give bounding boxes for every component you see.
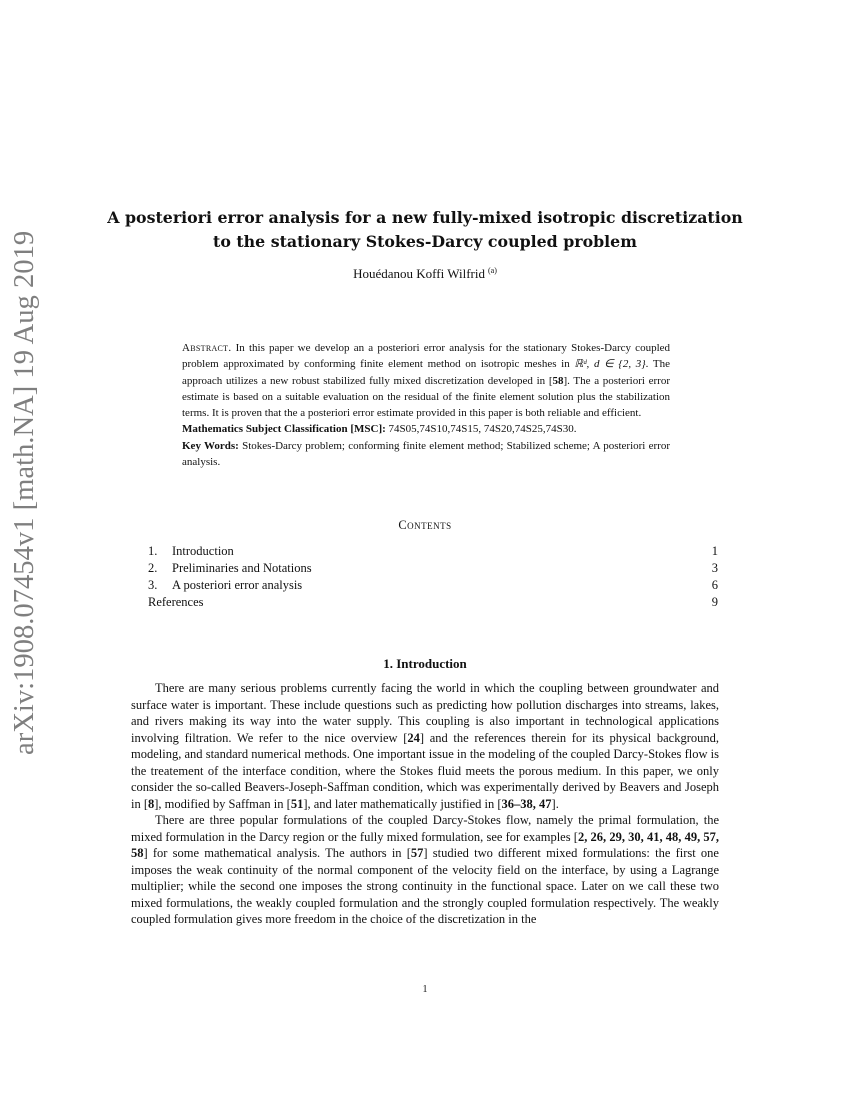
- msc-label: Mathematics Subject Classification [MSC]:: [182, 423, 386, 436]
- keywords-label: Key Words:: [182, 439, 239, 452]
- affiliation-mark: (a): [487, 266, 497, 275]
- section-heading: 1. Introduction: [383, 656, 467, 671]
- abstract-label: Abstract.: [182, 342, 232, 354]
- paragraph: There are many serious problems currently facing the world in which the coupling between groundwater and surface water is important. These include questions such as predicting how pollution discharges into streams, lakes, and rivers making its way into the water supply. This coupling is also important in technological applications involving filtration. We refer to the nice overview [24] and the references therein for its physical background, modeling, and standard numerical methods. One important issue in the modeling of the coupled Darcy-Stokes flow is the treatement of the interface condition, where the Stokes fluid meets the porous medium. In this paper, we only consider the so-called Beavers-Joseph-Saffman condition, which was experimentally derived by Beavers and Joseph in [8], modified by Saffman in [51], and later mathematically justified in [36–38, 47].: [131, 681, 719, 811]
- abstract-body: Abstract. In this paper we develop an a posteriori error analysis for the stationary Stokes-Darcy coupled problem approximated by conforming finite element method on isotropic meshes in ℝᵈ, d ∈ {2, 3}. The approach utilizes a new robust stabilized fully mixed discretization developed in [58]. The a posteriori error estimate is based on a suitable evaluation on the residual of the finite element solution plus the stabilization terms. It is proven that the a posteriori error estimate provided in this paper is both reliable and efficient.: [182, 342, 671, 420]
- toc-entry[interactable]: 2. Preliminaries and Notations 3: [148, 561, 718, 575]
- citation-link[interactable]: 57: [410, 846, 424, 860]
- author-name: Houédanou Koffi Wilfrid: [353, 266, 485, 281]
- citation-link[interactable]: 36–38, 47: [501, 796, 552, 811]
- paragraph: There are three popular formulations of the coupled Darcy-Stokes flow, namely the primal formulation, the mixed formulation in the Darcy region or the fully mixed formulation, see for examples [2, 26, 29, 30, 41, 48, 49, 57, 58] for some mathematical analysis. The authors in [57] studied two different mixed formulations: the first one imposes the weak continuity of the normal component of the velocity field on the interface, by using a Lagrange multiplier; while the second one imposes the strong continuity in the functional space. Later on we call these two mixed formulations, the weakly coupled formulation and the strongly coupled formulation respectively. The weakly coupled formulation gives more freedom in the choice of the discretization in the: [131, 813, 719, 926]
- citation-link[interactable]: 58: [552, 374, 564, 387]
- citation-link[interactable]: 51: [290, 796, 304, 811]
- toc-page: 1: [711, 544, 718, 558]
- title-line-2: to the stationary Stokes-Darcy coupled problem: [213, 232, 637, 251]
- page-number: 1: [422, 984, 428, 995]
- toc-page: 3: [711, 561, 718, 575]
- toc-entry[interactable]: References 9: [148, 595, 718, 609]
- toc-page: 9: [711, 595, 718, 609]
- msc-codes: 74S05,74S10,74S15, 74S20,74S25,74S30.: [388, 423, 577, 436]
- contents-heading: Contents: [398, 518, 452, 532]
- paper-title: [100, 206, 750, 254]
- toc-entry[interactable]: 3. A posteriori error analysis 6: [148, 578, 718, 592]
- arxiv-margin-stamp: arXiv:1908.07454v1 [math.NA] 19 Aug 2019: [9, 230, 40, 755]
- keywords: Stokes-Darcy problem; conforming finite element method; Stabilized scheme; A posteriori error analysis.: [182, 439, 671, 469]
- msc-line: [182, 421, 670, 437]
- abstract-math: ℝᵈ, d ∈ {2, 3}: [574, 358, 646, 371]
- citation-link[interactable]: 24: [407, 730, 420, 745]
- author-line: [0, 262, 850, 283]
- citation-link[interactable]: 8: [148, 796, 155, 811]
- title-line-1: A posteriori error analysis for a new fully-mixed isotropic discretization: [107, 208, 743, 227]
- toc-entry[interactable]: 1. Introduction 1: [148, 544, 718, 558]
- table-of-contents: [148, 543, 718, 611]
- section-body: [131, 680, 719, 928]
- abstract: [182, 340, 670, 470]
- citation-link[interactable]: 2, 26, 29, 30, 41, 48, 49, 57, 58: [131, 829, 719, 860]
- toc-page: 6: [711, 578, 718, 592]
- keywords-line: [182, 438, 670, 471]
